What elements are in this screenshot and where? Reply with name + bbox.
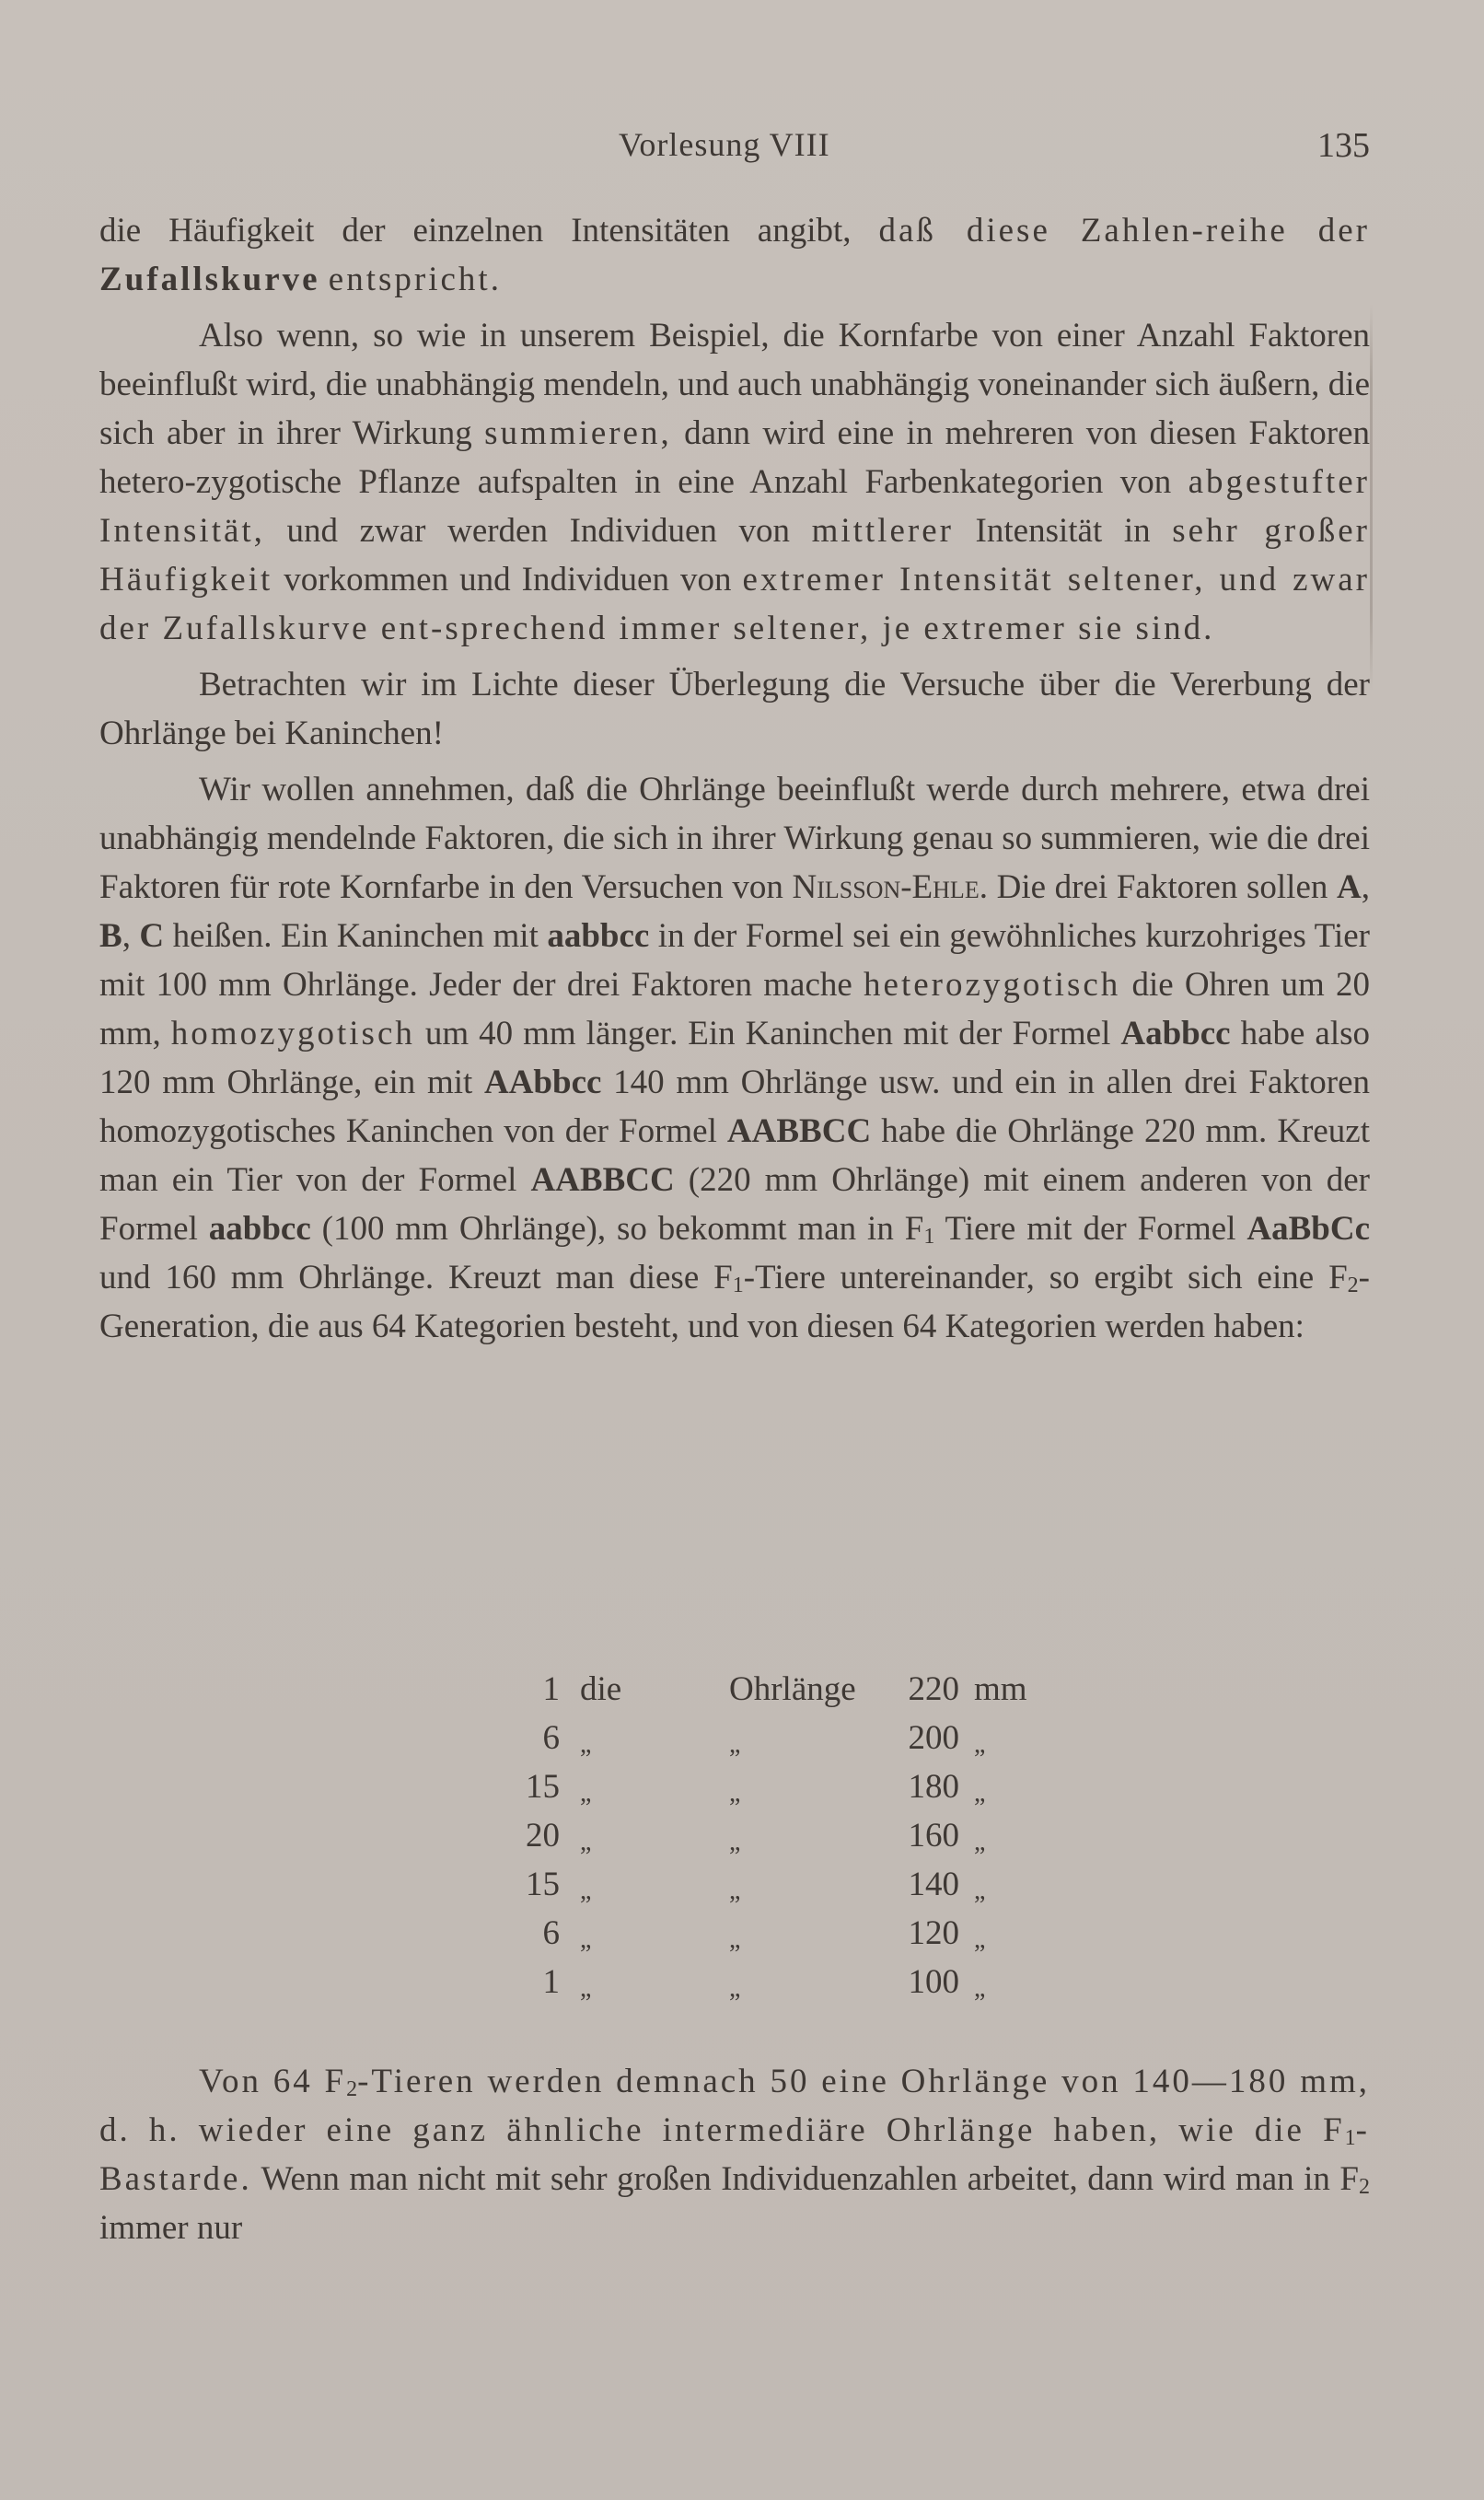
category-unit: „ <box>974 1974 986 2003</box>
category-word-2: „ <box>729 1828 741 1856</box>
category-table <box>504 1665 1057 2006</box>
category-length: 220 <box>908 1670 959 1708</box>
category-word-1: „ <box>580 1828 592 1856</box>
category-count: 15 <box>526 1768 560 1806</box>
category-word-1: „ <box>580 1974 592 2003</box>
table-row <box>504 1909 1057 1958</box>
category-count: 1 <box>542 1963 560 2001</box>
category-count: 1 <box>542 1670 560 1708</box>
table-row <box>504 1811 1057 1860</box>
paragraph-1: die Häufigkeit der einzelnen Intensitäten angibt, daß diese Zahlen-reihe der Zufallskurve entspricht. <box>99 212 1370 298</box>
category-table-body <box>504 1665 1057 2006</box>
category-unit: „ <box>974 1730 986 1759</box>
category-count: 6 <box>542 1914 560 1952</box>
category-count: 6 <box>542 1719 560 1757</box>
table-row <box>504 1860 1057 1909</box>
category-word-2: „ <box>729 1779 741 1808</box>
category-length: 200 <box>908 1719 959 1757</box>
table-row <box>504 1958 1057 2006</box>
category-length: 180 <box>908 1768 959 1806</box>
paragraph-3: Betrachten wir im Lichte dieser Überlegung die Versuche über die Vererbung der Ohrlänge bei Kaninchen! <box>99 666 1370 752</box>
page-number: 135 <box>1317 126 1370 165</box>
running-title: Vorlesung VIII <box>619 126 830 163</box>
category-word-1: „ <box>580 1779 592 1808</box>
lower-text <box>99 2057 1370 2252</box>
category-word-2: „ <box>729 1877 741 1905</box>
main-text <box>99 206 1370 1358</box>
category-word-1: „ <box>580 1730 592 1759</box>
category-count: 15 <box>526 1866 560 1903</box>
margin-shadow <box>1370 304 1373 691</box>
page-header <box>99 125 1370 171</box>
paragraph-2: Also wenn, so wie in unserem Beispiel, die Kornfarbe von einer Anzahl Faktoren beeinflußt wird, die unabhängig mendeln, und auch unabhängig voneinander sich äußern, die sich aber in ihrer Wirkung summieren, dann wird eine in mehreren von diesen Faktoren hetero-zygotische Pflanze aufspalten in eine Anzahl Farbenkategorien von abgestufter Intensität, und zwar werden Individuen von mittlerer Intensität in sehr großer Häufigkeit vorkommen und Individuen von extremer Intensität seltener, und zwar der Zufallskurve ent-sprechend immer seltener, je extremer sie sind. <box>99 317 1371 647</box>
category-length: 160 <box>908 1817 959 1855</box>
category-word-1: „ <box>580 1925 592 1954</box>
table-row <box>504 1714 1057 1762</box>
category-unit: mm <box>974 1670 1027 1708</box>
category-length: 120 <box>908 1914 959 1952</box>
paragraph-4: Wir wollen annehmen, daß die Ohrlänge beeinflußt werde durch mehrere, etwa drei unabhängig mendelnde Faktoren, die sich in ihrer Wirkung genau so summieren, wie die drei Faktoren für rote Kornfarbe in den Versuchen von Nilsson-Ehle. Die drei Faktoren sollen A, B, C heißen. Ein Kaninchen mit aabbcc in der Formel sei ein gewöhnliches kurzohriges Tier mit 100 mm Ohrlänge. Jeder der drei Faktoren mache heterozygotisch die Ohren um 20 mm, homozygotisch um 40 mm länger. Ein Kaninchen mit der Formel Aabbcc habe also 120 mm Ohrlänge, ein mit AAbbcc 140 mm Ohrlänge usw. und ein in allen drei Faktoren homozygotisches Kaninchen von der Formel AABBCC habe die Ohrlänge 220 mm. Kreuzt man ein Tier von der Formel AABBCC (220 mm Ohrlänge) mit einem anderen von der Formel aabbcc (100 mm Ohrlänge), so bekommt man in $F_1$ Tiere mit der Formel AaBbCc und 160 mm Ohrlänge. Kreuzt man diese $F_1$-Tiere untereinander, so ergibt sich eine $F_2$-Generation, die aus 64 Kategorien besteht, und von diesen 64 Kategorien werden haben: <box>99 771 1371 1345</box>
category-word-2: „ <box>729 1925 741 1954</box>
category-unit: „ <box>974 1779 986 1808</box>
category-length: 140 <box>908 1866 959 1903</box>
category-count: 20 <box>526 1817 560 1855</box>
category-word-2: „ <box>729 1974 741 2003</box>
category-unit: „ <box>974 1925 986 1954</box>
category-unit: „ <box>974 1828 986 1856</box>
category-word-2: „ <box>729 1730 741 1759</box>
category-word-1: die <box>580 1670 622 1708</box>
category-word-2: Ohrlänge <box>729 1670 856 1708</box>
paragraph-5: Von 64 $F_2$-Tieren werden demnach 50 eine Ohrlänge von 140—180 mm, d. h. wieder eine ganz ähnliche intermediäre Ohrlänge haben, wie die $F_1$-Bastarde. Wenn man nicht mit sehr großen Individuenzahlen arbeitet, dann wird man in $F_2$ immer nur <box>99 2063 1370 2247</box>
category-unit: „ <box>974 1877 986 1905</box>
category-word-1: „ <box>580 1877 592 1905</box>
emphasis-zufallskurve: Zufallskurve <box>99 261 320 298</box>
table-row <box>504 1762 1057 1811</box>
author-name: Nilsson-Ehle <box>792 868 980 906</box>
table-row <box>504 1665 1057 1714</box>
category-length: 100 <box>908 1963 959 2001</box>
